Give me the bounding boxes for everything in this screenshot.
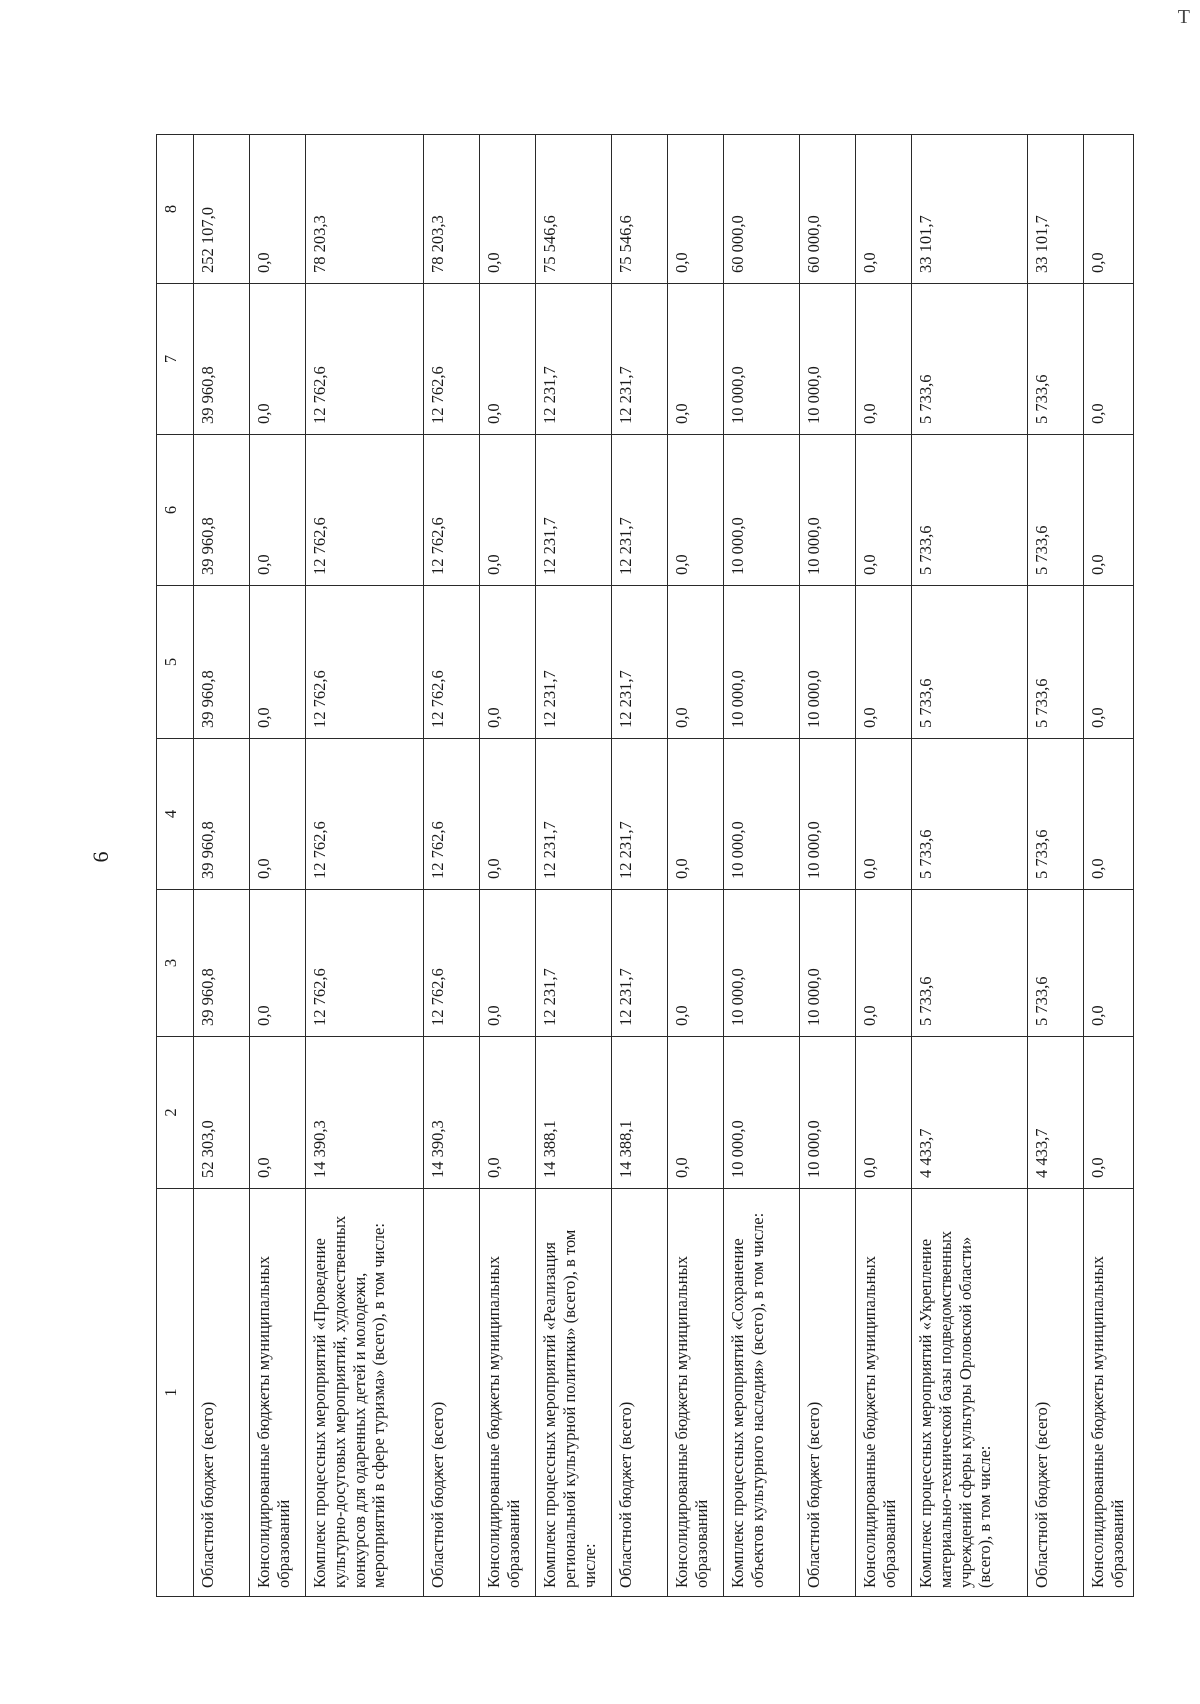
table-row bbox=[424, 135, 480, 1597]
row-label-cell: Комплекс процессных мероприятий «Сохранение объектов культурного наследия» (всего), в том числе: bbox=[724, 1189, 800, 1597]
value-cell: 10 000,0 bbox=[724, 586, 800, 739]
column-header-6: 6 bbox=[157, 435, 194, 586]
row-label-cell: Областной бюджет (всего) bbox=[194, 1189, 250, 1597]
row-label-cell: Консолидированные бюджеты муниципальных образований bbox=[250, 1189, 306, 1597]
value-cell: 0,0 bbox=[480, 435, 536, 586]
value-cell: 10 000,0 bbox=[800, 739, 856, 890]
row-label-cell: Комплекс процессных мероприятий «Проведение культурно-досуговых мероприятий, художественных конкурсов для одаренных детей и молодежи, мероприятий в сфере туризма» (всего), в том числе: bbox=[306, 1189, 424, 1597]
value-cell: 0,0 bbox=[480, 1037, 536, 1189]
value-cell: 12 231,7 bbox=[612, 284, 668, 435]
value-cell: 0,0 bbox=[668, 435, 724, 586]
table-row bbox=[612, 135, 668, 1597]
column-header-2: 2 bbox=[157, 1037, 194, 1189]
value-cell: 0,0 bbox=[856, 1037, 912, 1189]
value-cell: 12 231,7 bbox=[612, 739, 668, 890]
value-cell: 10 000,0 bbox=[724, 890, 800, 1037]
value-cell: 12 762,6 bbox=[424, 284, 480, 435]
value-cell: 0,0 bbox=[250, 890, 306, 1037]
value-cell: 0,0 bbox=[668, 135, 724, 284]
value-cell: 0,0 bbox=[668, 284, 724, 435]
value-cell: 0,0 bbox=[1084, 1037, 1134, 1189]
row-label-cell: Областной бюджет (всего) bbox=[1028, 1189, 1084, 1597]
value-cell: 0,0 bbox=[250, 739, 306, 890]
value-cell: 4 433,7 bbox=[1028, 1037, 1084, 1189]
value-cell: 33 101,7 bbox=[912, 135, 1028, 284]
value-cell: 10 000,0 bbox=[724, 1037, 800, 1189]
table-row bbox=[536, 135, 612, 1597]
value-cell: 0,0 bbox=[250, 135, 306, 284]
value-cell: 12 231,7 bbox=[536, 586, 612, 739]
value-cell: 10 000,0 bbox=[800, 435, 856, 586]
row-label-cell: Консолидированные бюджеты муниципальных образований bbox=[1084, 1189, 1134, 1597]
value-cell: 0,0 bbox=[250, 435, 306, 586]
value-cell: 12 231,7 bbox=[612, 890, 668, 1037]
table-row bbox=[668, 135, 724, 1597]
value-cell: 0,0 bbox=[480, 135, 536, 284]
value-cell: 0,0 bbox=[1084, 890, 1134, 1037]
value-cell: 52 303,0 bbox=[194, 1037, 250, 1189]
row-label-cell: Областной бюджет (всего) bbox=[612, 1189, 668, 1597]
page-number: 6 bbox=[88, 851, 113, 863]
value-cell: 0,0 bbox=[1084, 284, 1134, 435]
value-cell: 0,0 bbox=[856, 135, 912, 284]
value-cell: 12 762,6 bbox=[306, 435, 424, 586]
value-cell: 0,0 bbox=[1084, 586, 1134, 739]
value-cell: 5 733,6 bbox=[912, 739, 1028, 890]
value-cell: 0,0 bbox=[856, 435, 912, 586]
value-cell: 60 000,0 bbox=[724, 135, 800, 284]
value-cell: 39 960,8 bbox=[194, 890, 250, 1037]
value-cell: 12 762,6 bbox=[424, 586, 480, 739]
value-cell: 12 231,7 bbox=[536, 890, 612, 1037]
table-row bbox=[1084, 135, 1134, 1597]
value-cell: 12 762,6 bbox=[306, 586, 424, 739]
value-cell: 10 000,0 bbox=[724, 284, 800, 435]
table-row bbox=[194, 135, 250, 1597]
value-cell: 5 733,6 bbox=[1028, 435, 1084, 586]
value-cell: 12 762,6 bbox=[306, 284, 424, 435]
table-row bbox=[800, 135, 856, 1597]
value-cell: 0,0 bbox=[856, 890, 912, 1037]
value-cell: 12 231,7 bbox=[612, 435, 668, 586]
table-row bbox=[480, 135, 536, 1597]
value-cell: 75 546,6 bbox=[612, 135, 668, 284]
value-cell: 5 733,6 bbox=[1028, 890, 1084, 1037]
row-label-cell: Консолидированные бюджеты муниципальных образований bbox=[668, 1189, 724, 1597]
column-header-7: 7 bbox=[157, 284, 194, 435]
value-cell: 252 107,0 bbox=[194, 135, 250, 284]
value-cell: 0,0 bbox=[480, 284, 536, 435]
row-label-cell: Консолидированные бюджеты муниципальных образований bbox=[856, 1189, 912, 1597]
value-cell: 10 000,0 bbox=[724, 739, 800, 890]
value-cell: 0,0 bbox=[1084, 739, 1134, 890]
value-cell: 14 390,3 bbox=[424, 1037, 480, 1189]
budget-table-area bbox=[156, 135, 1127, 1597]
value-cell: 5 733,6 bbox=[912, 284, 1028, 435]
value-cell: 12 762,6 bbox=[424, 890, 480, 1037]
row-label-cell: Областной бюджет (всего) bbox=[424, 1189, 480, 1597]
value-cell: 10 000,0 bbox=[800, 890, 856, 1037]
value-cell: 5 733,6 bbox=[1028, 739, 1084, 890]
budget-table-rotated bbox=[156, 135, 1127, 1597]
value-cell: 39 960,8 bbox=[194, 586, 250, 739]
value-cell: 10 000,0 bbox=[800, 586, 856, 739]
value-cell: 0,0 bbox=[480, 586, 536, 739]
table-row bbox=[1028, 135, 1084, 1597]
value-cell: 5 733,6 bbox=[1028, 586, 1084, 739]
value-cell: 0,0 bbox=[668, 739, 724, 890]
header-row bbox=[157, 135, 194, 1597]
column-header-3: 3 bbox=[157, 890, 194, 1037]
table-row bbox=[724, 135, 800, 1597]
value-cell: 0,0 bbox=[250, 586, 306, 739]
value-cell: 10 000,0 bbox=[724, 435, 800, 586]
table-row bbox=[912, 135, 1028, 1597]
value-cell: 60 000,0 bbox=[800, 135, 856, 284]
value-cell: 0,0 bbox=[1084, 135, 1134, 284]
value-cell: 78 203,3 bbox=[424, 135, 480, 284]
budget-table bbox=[156, 134, 1134, 1597]
value-cell: 10 000,0 bbox=[800, 1037, 856, 1189]
row-label-cell: Комплекс процессных мероприятий «Укрепление материально-технической базы подведомственных учреждений сферы культуры Орловской области» (всего), в том числе: bbox=[912, 1189, 1028, 1597]
value-cell: 12 762,6 bbox=[306, 739, 424, 890]
value-cell: 4 433,7 bbox=[912, 1037, 1028, 1189]
table-row bbox=[306, 135, 424, 1597]
row-label-cell: Комплекс процессных мероприятий «Реализация региональной культурной политики» (всего), в том числе: bbox=[536, 1189, 612, 1597]
value-cell: 0,0 bbox=[856, 284, 912, 435]
row-label-cell: Консолидированные бюджеты муниципальных образований bbox=[480, 1189, 536, 1597]
value-cell: 12 231,7 bbox=[612, 586, 668, 739]
value-cell: 5 733,6 bbox=[912, 586, 1028, 739]
value-cell: 0,0 bbox=[668, 890, 724, 1037]
corner-mark: Т bbox=[1177, 6, 1190, 28]
value-cell: 39 960,8 bbox=[194, 739, 250, 890]
column-header-1: 1 bbox=[157, 1189, 194, 1597]
value-cell: 12 231,7 bbox=[536, 435, 612, 586]
value-cell: 39 960,8 bbox=[194, 435, 250, 586]
value-cell: 12 231,7 bbox=[536, 284, 612, 435]
column-header-8: 8 bbox=[157, 135, 194, 284]
value-cell: 0,0 bbox=[856, 586, 912, 739]
value-cell: 78 203,3 bbox=[306, 135, 424, 284]
value-cell: 14 388,1 bbox=[536, 1037, 612, 1189]
value-cell: 12 762,6 bbox=[424, 435, 480, 586]
value-cell: 10 000,0 bbox=[800, 284, 856, 435]
value-cell: 0,0 bbox=[1084, 435, 1134, 586]
table-row bbox=[856, 135, 912, 1597]
value-cell: 12 762,6 bbox=[424, 739, 480, 890]
value-cell: 0,0 bbox=[668, 586, 724, 739]
value-cell: 39 960,8 bbox=[194, 284, 250, 435]
value-cell: 0,0 bbox=[668, 1037, 724, 1189]
value-cell: 5 733,6 bbox=[912, 890, 1028, 1037]
column-header-5: 5 bbox=[157, 586, 194, 739]
value-cell: 0,0 bbox=[480, 890, 536, 1037]
value-cell: 0,0 bbox=[250, 284, 306, 435]
value-cell: 14 388,1 bbox=[612, 1037, 668, 1189]
value-cell: 75 546,6 bbox=[536, 135, 612, 284]
value-cell: 0,0 bbox=[250, 1037, 306, 1189]
value-cell: 5 733,6 bbox=[1028, 284, 1084, 435]
value-cell: 12 762,6 bbox=[306, 890, 424, 1037]
value-cell: 0,0 bbox=[480, 739, 536, 890]
value-cell: 14 390,3 bbox=[306, 1037, 424, 1189]
value-cell: 0,0 bbox=[856, 739, 912, 890]
column-header-4: 4 bbox=[157, 739, 194, 890]
value-cell: 5 733,6 bbox=[912, 435, 1028, 586]
row-label-cell: Областной бюджет (всего) bbox=[800, 1189, 856, 1597]
value-cell: 12 231,7 bbox=[536, 739, 612, 890]
table-row bbox=[250, 135, 306, 1597]
table-body bbox=[157, 135, 1134, 1597]
value-cell: 33 101,7 bbox=[1028, 135, 1084, 284]
